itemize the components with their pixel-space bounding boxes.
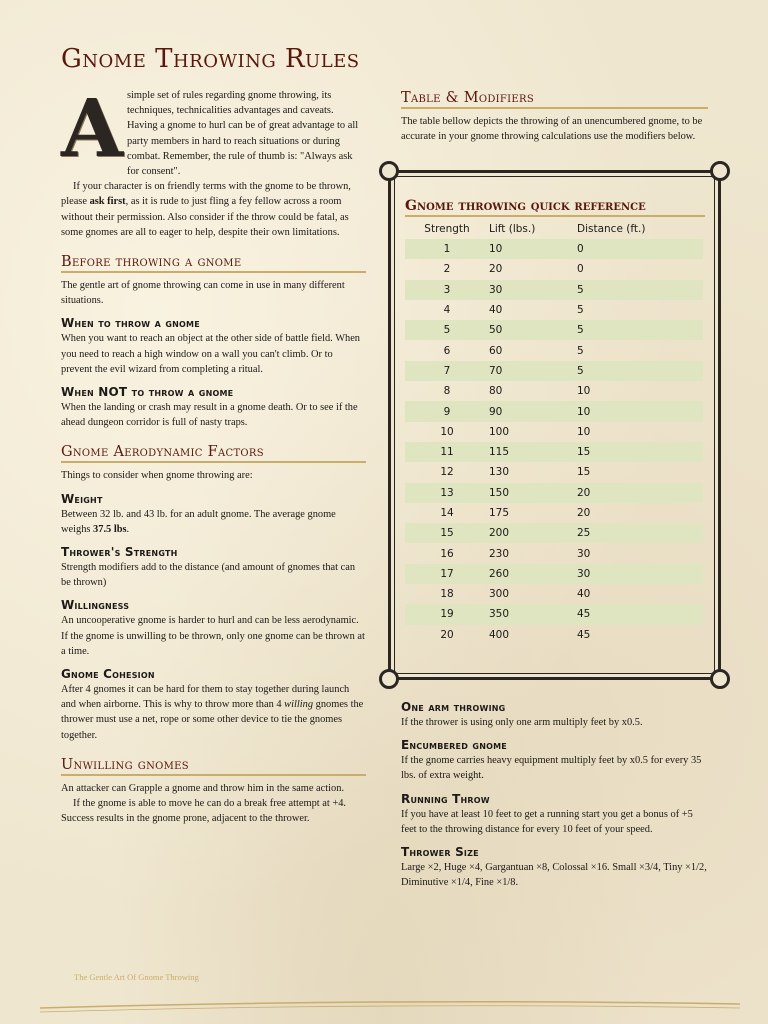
when-not-heading: When NOT to throw a gnome	[61, 385, 234, 400]
aero-heading: Gnome Aerodynamic Factors	[61, 444, 366, 463]
strength-cell: 6	[443, 344, 451, 357]
frame-corner-ornament	[379, 161, 399, 181]
strength-cell: 20	[440, 628, 454, 641]
size-text: Large ×2, Huge ×4, Gargantuan ×8, Colossal ×16. Small ×3/4, Tiny ×1/2, Diminutive ×1/4, Fine ×1/8.	[401, 862, 707, 889]
lift-cell: 20	[489, 263, 503, 276]
unwilling-text-1: An attacker can Grapple a gnome and throw him in the same action.	[61, 782, 345, 794]
distance-cell: 40	[577, 588, 591, 601]
before-text: The gentle art of gnome throwing can come in use in many different situations.	[61, 280, 345, 307]
one-arm-heading: One arm throwing	[401, 700, 506, 714]
strength-cell: 19	[440, 608, 454, 621]
strength-cell: 12	[440, 466, 454, 479]
distance-cell: 10	[577, 405, 591, 418]
strength-cell: 18	[440, 588, 454, 601]
strength-heading: Thrower's Strength	[61, 545, 178, 560]
footer-ornament	[40, 990, 740, 1020]
when-text: When you want to reach an object at the other side of battle field. When you need to reach a high window on a wall you can't climb. Or to prevent the evil wizard from completing a ritual.	[61, 333, 361, 375]
unwilling-text-2: If the gnome is able to move he can do a break free attempt at +4. Success results in the gnome prone, adjacent to the thrower.	[61, 798, 347, 825]
table-row	[405, 604, 703, 624]
table-row	[405, 625, 703, 645]
willingness-text: An uncooperative gnome is harder to hurl and can be less aerodynamic. If the gnome is unwilling to be thrown, only one gnome can be thrown at a time.	[61, 615, 365, 657]
lift-cell: 400	[489, 628, 510, 641]
weight-heading: Weight	[61, 491, 103, 506]
strength-cell: 14	[440, 507, 454, 519]
strength-cell: 4	[443, 304, 451, 317]
strength-cell: 5	[443, 324, 451, 337]
table-row	[405, 320, 703, 340]
table-row	[405, 462, 703, 482]
lift-cell: 115	[489, 446, 510, 459]
distance-cell: 10	[577, 425, 591, 438]
table-title: Gnome throwing quick reference	[405, 198, 705, 217]
distance-cell: 25	[577, 527, 591, 540]
strength-cell: 17	[440, 567, 454, 580]
distance-cell: 5	[577, 344, 584, 357]
when-heading: When to throw a gnome	[61, 316, 200, 331]
table-row	[405, 584, 703, 604]
distance-cell: 0	[577, 263, 584, 276]
lift-cell: 100	[489, 425, 510, 438]
intro-paragraph-2: If your character is on friendly terms with the gnome to be thrown, please ask first, as it is rude to just fling a fey fellow across a room without their permission. Also consider if the throw could be fatal, as some gnomes are all to eager to help, despite their own limitations.	[61, 181, 351, 238]
table-row	[405, 381, 703, 401]
when-not-text: When the landing or crash may result in a gnome death. Or to see if the ahead dungeon corridor is full of nasty traps.	[61, 402, 358, 429]
distance-cell: 20	[577, 507, 591, 519]
distance-cell: 5	[577, 304, 584, 317]
running-text: If you have at least 10 feet to get a running start you get a bonus of +5 feet to the throwing distance for every 10 feet of your speed.	[401, 808, 693, 835]
lift-cell: 50	[489, 324, 503, 337]
distance-cell: 5	[577, 283, 584, 296]
cohesion-text: After 4 gnomes it can be hard for them to stay together during launch and when airborne. This is why to throw more than 4 willing gnomes the thrower must use a net, rope or some other device to tie the gnomes together.	[61, 684, 364, 741]
table-row	[405, 361, 703, 381]
lift-cell: 260	[489, 567, 510, 580]
distance-cell: 0	[577, 243, 584, 256]
column-header-lift: Lift (lbs.)	[489, 223, 536, 235]
drop-cap: A	[60, 81, 124, 175]
table-row	[405, 523, 703, 543]
strength-cell: 2	[443, 263, 451, 276]
table-header-row	[405, 219, 703, 239]
table-row	[405, 401, 703, 421]
lift-cell: 200	[489, 527, 510, 540]
table-row	[405, 259, 703, 279]
distance-cell: 30	[577, 547, 591, 560]
unwilling-heading: Unwilling gnomes	[61, 757, 366, 776]
distance-cell: 15	[577, 466, 591, 479]
column-header-distance: Distance (ft.)	[577, 223, 646, 235]
lift-cell: 60	[489, 344, 503, 357]
aero-text: Things to consider when gnome throwing are:	[61, 470, 253, 482]
strength-cell: 7	[443, 364, 451, 377]
table-row	[405, 564, 703, 584]
distance-cell: 30	[577, 567, 591, 580]
lift-cell: 130	[489, 466, 510, 479]
left-column	[60, 81, 366, 827]
intro-paragraph-1: simple set of rules regarding gnome throwing, its techniques, technicalities advantages and caveats. Having a gnome to hurl can be of great advantage to all party members in hard to reach situations or during combat. Remember, the rule of thumb is: "Always ask for consent".	[127, 90, 359, 178]
lift-cell: 90	[489, 405, 503, 418]
quick-reference-table	[405, 219, 703, 645]
strength-cell: 9	[443, 405, 451, 418]
page-title: Gnome Throwing Rules	[61, 44, 360, 74]
lift-cell: 30	[489, 283, 503, 296]
distance-cell: 15	[577, 446, 591, 459]
strength-cell: 15	[440, 527, 454, 540]
strength-cell: 13	[440, 486, 454, 499]
strength-cell: 1	[443, 243, 451, 256]
table-row	[405, 300, 703, 320]
page-footer: The Gentle Art Of Gnome Throwing	[74, 972, 199, 982]
lift-cell: 10	[489, 243, 503, 256]
distance-cell: 20	[577, 486, 591, 499]
column-header-strength: Strength	[424, 223, 470, 235]
lift-cell: 80	[489, 385, 503, 398]
strength-text: Strength modifiers add to the distance (and amount of gnomes that can be thrown)	[61, 562, 356, 589]
running-heading: Running Throw	[401, 791, 490, 806]
lift-cell: 40	[489, 304, 503, 317]
strength-cell: 10	[440, 425, 454, 438]
strength-cell: 16	[440, 547, 454, 560]
distance-cell: 10	[577, 385, 591, 398]
table-row	[405, 503, 703, 523]
strength-cell: 3	[443, 283, 451, 296]
distance-cell: 5	[577, 324, 584, 337]
lift-cell: 300	[489, 588, 510, 601]
intro-section	[60, 81, 366, 240]
size-heading: Thrower Size	[401, 845, 479, 860]
lift-cell: 350	[489, 608, 510, 621]
distance-cell: 45	[577, 628, 591, 641]
frame-corner-ornament	[379, 669, 399, 689]
modifiers-text: The table bellow depicts the throwing of an unencumbered gnome, to be accurate in your gnome throwing calculations use the modifiers below.	[401, 116, 703, 143]
cohesion-heading: Gnome Cohesion	[61, 667, 155, 682]
right-column	[401, 90, 708, 144]
willingness-heading: Willingness	[61, 598, 130, 613]
before-heading: Before throwing a gnome	[61, 254, 366, 273]
one-arm-text: If the thrower is using only one arm multiply feet by x0.5.	[401, 717, 643, 728]
modifiers-heading: Table & Modifiers	[401, 90, 708, 109]
table-row	[405, 483, 703, 503]
table-row	[405, 280, 703, 300]
distance-cell: 45	[577, 608, 591, 621]
table-row	[405, 340, 703, 360]
table-body	[405, 239, 703, 645]
lift-cell: 150	[489, 486, 510, 499]
table-row	[405, 422, 703, 442]
lift-cell: 70	[489, 364, 503, 377]
weight-text: Between 32 lb. and 43 lb. for an adult gnome. The average gnome weighs 37.5 lbs.	[61, 508, 336, 535]
lift-cell: 175	[489, 507, 510, 519]
table-row	[405, 543, 703, 563]
frame-corner-ornament	[710, 161, 730, 181]
lift-cell: 230	[489, 547, 510, 560]
strength-cell: 11	[440, 446, 454, 459]
frame-corner-ornament	[710, 669, 730, 689]
distance-cell: 5	[577, 364, 584, 377]
encumbered-text: If the gnome carries heavy equipment multiply feet by x0.5 for every 35 lbs. of extra weight.	[401, 755, 702, 782]
table-row	[405, 239, 703, 259]
strength-cell: 8	[443, 385, 451, 398]
modifiers-list	[401, 700, 708, 890]
encumbered-heading: Encumbered gnome	[401, 738, 507, 753]
table-row	[405, 442, 703, 462]
